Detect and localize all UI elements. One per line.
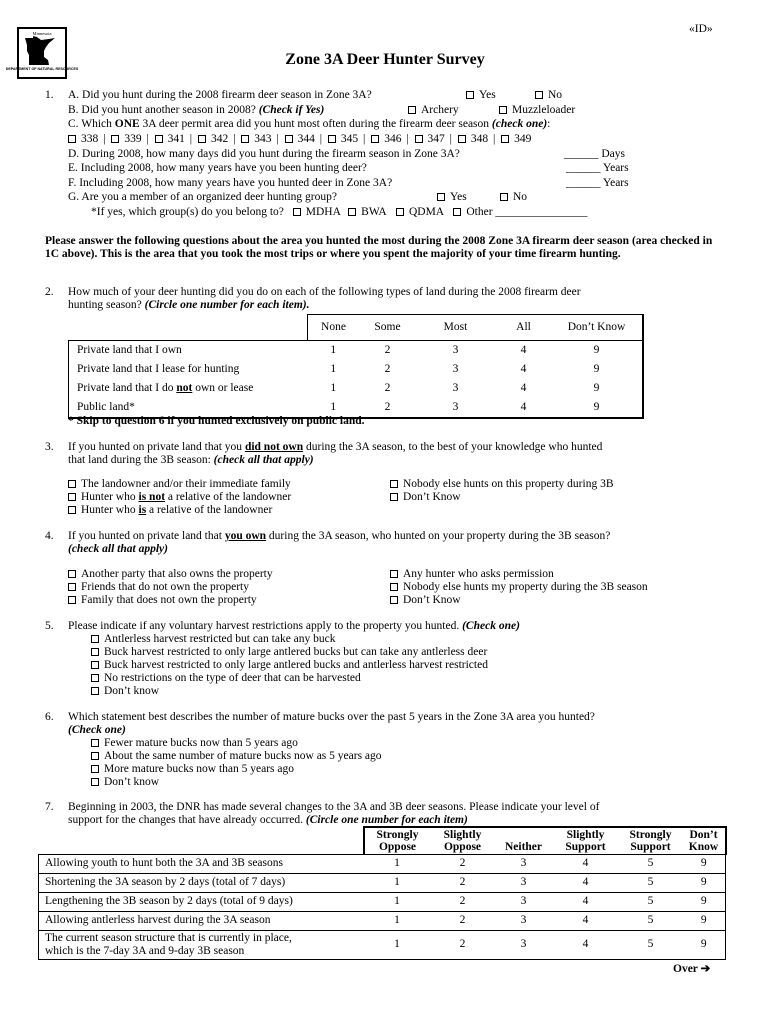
row-label: Allowing youth to hunt both the 3A and 3B seasons — [39, 854, 364, 873]
checkbox[interactable] — [390, 570, 398, 578]
table-row — [39, 873, 726, 892]
q1-number: 1. — [45, 89, 54, 101]
checkbox[interactable] — [91, 674, 99, 682]
rating-option[interactable]: 3 — [452, 363, 459, 375]
table-row — [39, 854, 726, 873]
rating-option[interactable]: 2 — [384, 363, 391, 375]
logo-bottom-text: DEPARTMENT OF NATURAL RESOURCES — [5, 67, 79, 71]
q1d-text: D. During 2008, how many days did you hunt during the firearm season in Zone 3A? — [68, 148, 460, 160]
separator: | — [360, 133, 369, 145]
rating-option[interactable]: 2 — [360, 341, 416, 361]
table-row — [39, 930, 726, 959]
rating-option[interactable]: 1 — [307, 398, 360, 418]
checkbox[interactable] — [371, 135, 379, 143]
q5-number: 5. — [45, 620, 54, 632]
checkbox[interactable] — [68, 493, 76, 501]
q1a-text: A. Did you hunt during the 2008 firearm deer season in Zone 3A? — [68, 89, 372, 101]
q6-opt-1[interactable]: Fewer mature bucks now than 5 years ago — [91, 737, 298, 750]
q1a-yes[interactable]: Yes — [466, 89, 496, 102]
rating-option[interactable]: 2 — [384, 382, 391, 394]
rating-option[interactable]: 9 — [683, 854, 726, 873]
q5-opt-1[interactable]: Antlerless harvest restricted but can take any buck — [91, 633, 336, 646]
rating-option[interactable]: 2 — [431, 911, 495, 930]
rating-option[interactable]: 4 — [553, 911, 619, 930]
q3-opt-dont-know[interactable]: Don’t Know — [390, 491, 461, 504]
q4-opt-other-owner[interactable]: Another party that also owns the property — [68, 568, 273, 581]
rating-option[interactable]: 4 — [553, 873, 619, 892]
q1e-years-blank[interactable]: ______ Years — [566, 162, 629, 174]
q4-number: 4. — [45, 530, 54, 542]
rating-option[interactable]: 9 — [552, 379, 643, 398]
rating-option[interactable]: 9 — [683, 911, 726, 930]
checkbox[interactable] — [458, 135, 466, 143]
area-option-345[interactable]: 345 — [328, 133, 358, 145]
q1a-no[interactable]: No — [535, 89, 562, 102]
checkbox[interactable] — [68, 506, 76, 514]
row-label: Shortening the 3A season by 2 days (total of 7 days) — [39, 873, 364, 892]
rating-option[interactable]: 4 — [520, 363, 527, 375]
rating-option[interactable]: 4 — [553, 892, 619, 911]
col-header: Slightly Support — [553, 827, 619, 854]
rating-option[interactable]: 4 — [520, 382, 527, 394]
rating-option[interactable]: 5 — [619, 854, 683, 873]
q7-number: 7. — [45, 801, 54, 813]
rating-option[interactable]: 3 — [495, 854, 553, 873]
checkbox[interactable] — [466, 91, 474, 99]
rating-option[interactable]: 9 — [552, 360, 643, 379]
checkbox[interactable] — [390, 493, 398, 501]
checkbox[interactable] — [155, 135, 163, 143]
checkbox[interactable] — [68, 480, 76, 488]
row-label: Private land that I own — [69, 341, 308, 361]
checkbox[interactable] — [111, 135, 119, 143]
rating-option[interactable]: 5 — [619, 930, 683, 959]
separator: | — [273, 133, 282, 145]
rating-option[interactable]: 9 — [683, 873, 726, 892]
q2-note: * Skip to question 6 if you hunted exclusively on public land. — [68, 415, 365, 427]
rating-option[interactable]: 4 — [496, 341, 552, 361]
rating-option[interactable]: 1 — [364, 911, 431, 930]
rating-option[interactable]: 9 — [552, 398, 643, 418]
col-header: Some — [360, 315, 416, 341]
checkbox[interactable] — [68, 596, 76, 604]
page-title: Zone 3A Deer Hunter Survey — [285, 51, 485, 68]
rating-option[interactable]: 1 — [364, 892, 431, 911]
area-option-343[interactable]: 343 — [241, 133, 271, 145]
rating-option[interactable]: 5 — [619, 873, 683, 892]
area-option-342[interactable]: 342 — [198, 133, 228, 145]
q1c-text: C. Which ONE 3A deer permit area did you hunt most often during the firearm deer season (check one): — [68, 118, 551, 130]
rating-option[interactable]: 3 — [495, 911, 553, 930]
separator: | — [316, 133, 325, 145]
col-header: Neither — [495, 827, 553, 854]
area-option-346[interactable]: 346 — [371, 133, 401, 145]
checkbox[interactable] — [408, 106, 416, 114]
checkbox[interactable] — [91, 765, 99, 773]
rating-option[interactable]: 1 — [364, 854, 431, 873]
rating-option[interactable]: 1 — [364, 873, 431, 892]
q2-land-table — [68, 314, 644, 419]
rating-option[interactable]: 3 — [495, 873, 553, 892]
q3-opt-not-relative[interactable]: Hunter who is not a relative of the landowner — [68, 491, 291, 504]
q6-opt-2[interactable]: About the same number of mature bucks now as 5 years ago — [91, 750, 382, 763]
col-header: Don’t Know — [683, 827, 726, 854]
row-label: Private land that I do not own or lease — [69, 379, 308, 398]
q3-line1: If you hunted on private land that you did not own during the 3A season, to the best of your knowledge who hunted — [68, 441, 603, 453]
q7-line2: support for the changes that have already occurred. (Circle one number for each item) — [68, 814, 468, 826]
q4-line2: (check all that apply) — [68, 543, 168, 555]
area-option-341[interactable]: 341 — [155, 133, 185, 145]
col-header: Don’t Know — [552, 315, 643, 341]
rating-option[interactable]: 3 — [452, 382, 459, 394]
separator: | — [186, 133, 195, 145]
rating-option[interactable]: 1 — [330, 363, 337, 375]
area-option-344[interactable]: 344 — [285, 133, 315, 145]
separator: | — [403, 133, 412, 145]
q1g-yes[interactable]: Yes — [437, 191, 467, 204]
col-header: None — [307, 315, 360, 341]
q1f-text: F. Including 2008, how many years have you hunted deer in Zone 3A? — [68, 177, 393, 189]
section-instruction: Please answer the following questions about the area you hunted the most during the 2008 Zone 3A firearm deer season (area checked in 1C above). This is the area that you took the most trips or where you spent the majority of your time firearm hunting. — [45, 235, 713, 260]
q2-line2: hunting season? (Circle one number for each item). — [68, 299, 310, 311]
checkbox[interactable] — [91, 661, 99, 669]
rating-option[interactable]: 2 — [360, 398, 416, 418]
checkbox[interactable] — [535, 91, 543, 99]
rating-option[interactable]: 9 — [683, 892, 726, 911]
checkbox[interactable] — [241, 135, 249, 143]
q6-opt-4[interactable]: Don’t know — [91, 776, 159, 789]
rating-option[interactable]: 3 — [416, 398, 496, 418]
row-label: Lengthening the 3B season by 2 days (total of 9 days) — [39, 892, 364, 911]
area-option-348[interactable]: 348 — [458, 133, 488, 145]
table-row — [39, 892, 726, 911]
separator: | — [446, 133, 455, 145]
rating-option[interactable]: 4 — [553, 854, 619, 873]
q5-opt-4[interactable]: No restrictions on the type of deer that can be harvested — [91, 672, 361, 685]
checkbox[interactable] — [68, 583, 76, 591]
checkbox[interactable] — [285, 135, 293, 143]
col-header: All — [496, 315, 552, 341]
table-row — [69, 341, 643, 361]
rating-option[interactable]: 1 — [330, 382, 337, 394]
q1g-no[interactable]: No — [500, 191, 527, 204]
q1e-text: E. Including 2008, how many years have you been hunting deer? — [68, 162, 367, 174]
q1b-muzzleloader[interactable]: Muzzleloader — [499, 104, 575, 117]
rating-option[interactable]: 5 — [619, 892, 683, 911]
rating-option[interactable]: 3 — [495, 892, 553, 911]
checkbox[interactable] — [390, 480, 398, 488]
table-row — [39, 911, 726, 930]
checkbox[interactable] — [91, 648, 99, 656]
checkbox[interactable] — [390, 583, 398, 591]
q5-opt-3[interactable]: Buck harvest restricted to only large antlered bucks and antlerless harvest restricted — [91, 659, 488, 672]
checkbox[interactable] — [91, 778, 99, 786]
checkbox[interactable] — [501, 135, 509, 143]
row-label: The current season structure that is currently in place, which is the 7-day 3A and 9-day 3B season — [39, 930, 364, 959]
table-row — [69, 379, 643, 398]
q4-line1: If you hunted on private land that you own during the 3A season, who hunted on your property during the 3B season? — [68, 530, 611, 542]
checkbox[interactable] — [68, 570, 76, 578]
q1g-text: G. Are you a member of an organized deer hunting group? — [68, 191, 337, 203]
checkbox[interactable] — [198, 135, 206, 143]
rating-option[interactable]: 2 — [431, 854, 495, 873]
area-option-338[interactable]: 338 — [68, 133, 98, 145]
q4-opt-dont-know[interactable]: Don’t Know — [390, 594, 461, 607]
checkbox[interactable] — [91, 635, 99, 643]
q7-support-table — [38, 826, 727, 960]
q6-number: 6. — [45, 711, 54, 723]
checkbox[interactable] — [328, 135, 336, 143]
q3-opt-relative[interactable]: Hunter who is a relative of the landowner — [68, 504, 272, 517]
separator: | — [230, 133, 239, 145]
col-header: Strongly Oppose — [364, 827, 431, 854]
q5-line1: Please indicate if any voluntary harvest restrictions apply to the property you hunted. (Check one) — [68, 620, 520, 632]
col-header: Strongly Support — [619, 827, 683, 854]
col-header: Most — [416, 315, 496, 341]
separator: | — [490, 133, 499, 145]
rating-option[interactable]: 1 — [307, 341, 360, 361]
q6-line1: Which statement best describes the number of mature bucks over the past 5 years in the Zone 3A area you hunted? — [68, 711, 595, 723]
q4-opt-friends[interactable]: Friends that do not own the property — [68, 581, 249, 594]
rating-option[interactable]: 1 — [364, 930, 431, 959]
q5-opt-2[interactable]: Buck harvest restricted to only large antlered bucks but can take any antlerless deer — [91, 646, 487, 659]
separator: | — [143, 133, 152, 145]
group-bwa[interactable]: BWA — [348, 206, 386, 218]
checkbox[interactable] — [91, 687, 99, 695]
area-option-349[interactable]: 349 — [501, 133, 531, 145]
q5-opt-5[interactable]: Don’t know — [91, 685, 159, 698]
rating-option[interactable]: 9 — [683, 930, 726, 959]
checkbox[interactable] — [390, 596, 398, 604]
rating-option[interactable]: 3 — [416, 341, 496, 361]
table-row — [69, 360, 643, 379]
group-other[interactable]: Other ________________ — [453, 206, 587, 218]
q4-opt-any-hunter[interactable]: Any hunter who asks permission — [390, 568, 554, 581]
rating-option[interactable]: 4 — [553, 930, 619, 959]
q6-opt-3[interactable]: More mature bucks now than 5 years ago — [91, 763, 294, 776]
q1c-area-options — [68, 133, 531, 146]
q3-line2: that land during the 3B season: (check all that apply) — [68, 454, 314, 466]
checkbox[interactable] — [68, 135, 76, 143]
area-option-339[interactable]: 339 — [111, 133, 141, 145]
logo-top-text: Minnesota — [32, 31, 52, 36]
area-option-347[interactable]: 347 — [415, 133, 445, 145]
q3-opt-nobody[interactable]: Nobody else hunts on this property during 3B — [390, 478, 614, 491]
checkbox[interactable] — [499, 106, 507, 114]
rating-option[interactable]: 2 — [431, 873, 495, 892]
col-header: Slightly Oppose — [431, 827, 495, 854]
rating-option[interactable]: 2 — [431, 930, 495, 959]
q1b-archery[interactable]: Archery — [408, 104, 459, 117]
q1f-years-blank[interactable]: ______ Years — [566, 177, 629, 189]
checkbox[interactable] — [500, 193, 508, 201]
q2-line1: How much of your deer hunting did you do on each of the following types of land during the 2008 firearm deer — [68, 286, 581, 298]
q6-line2: (Check one) — [68, 724, 126, 736]
q2-number: 2. — [45, 286, 54, 298]
rating-option[interactable]: 2 — [431, 892, 495, 911]
rating-option[interactable]: 5 — [619, 911, 683, 930]
q1d-days-blank[interactable]: ______ Days — [564, 148, 626, 160]
q1b-text: B. Did you hunt another season in 2008? (Check if Yes) — [68, 104, 325, 116]
checkbox[interactable] — [91, 739, 99, 747]
checkbox[interactable] — [415, 135, 423, 143]
q3-number: 3. — [45, 441, 54, 453]
q4-opt-family[interactable]: Family that does not own the property — [68, 594, 257, 607]
group-qdma[interactable]: QDMA — [396, 206, 444, 218]
q1g-group-line: *If yes, which group(s) do you belong to? MDHA BWA QDMA Other ________________ — [91, 206, 588, 218]
row-label: Private land that I lease for hunting — [69, 360, 308, 379]
row-label: Allowing antlerless harvest during the 3A season — [39, 911, 364, 930]
row-label: Public land* — [69, 398, 308, 418]
group-mdha[interactable]: MDHA — [293, 206, 341, 218]
rating-option[interactable]: 3 — [495, 930, 553, 959]
checkbox[interactable] — [91, 752, 99, 760]
checkbox[interactable] — [437, 193, 445, 201]
separator: | — [100, 133, 109, 145]
q4-opt-nobody[interactable]: Nobody else hunts my property during the 3B season — [390, 581, 648, 594]
rating-option[interactable]: 9 — [552, 341, 643, 361]
q3-opt-landowner[interactable]: The landowner and/or their immediate family — [68, 478, 291, 491]
over-arrow-label: Over ➔ — [673, 963, 711, 975]
id-field: «ID» — [689, 23, 713, 35]
rating-option[interactable]: 4 — [496, 398, 552, 418]
q7-line1: Beginning in 2003, the DNR has made several changes to the 3A and 3B deer seasons. Please indicate your level of — [68, 801, 600, 813]
